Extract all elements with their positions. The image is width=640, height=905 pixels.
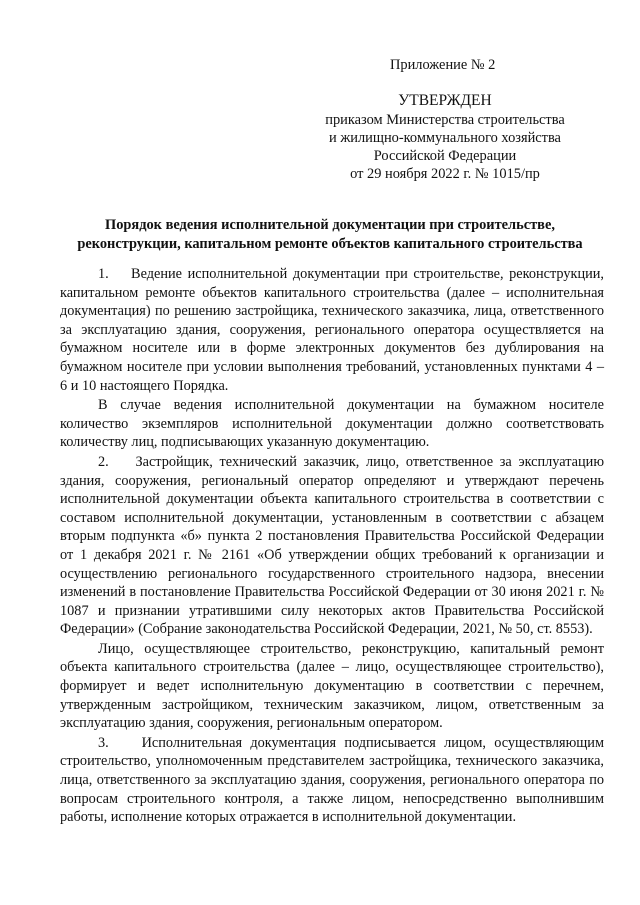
paragraph-3: 3. Исполнительная документация подписывается лицом, осуществляющим строительство, уполномоченным представителем застройщика, технического заказчика, лица, ответственного за эксплуатацию здания, сооружения, регионального оператора по вопросам строительного контроля, а также лицом, непосредственно выполнившим работы, исполнение которых отражается в исполнительной документации. [60, 734, 604, 826]
paragraph-2: 2. Застройщик, технический заказчик, лицо, ответственное за эксплуатацию здания, сооружения, региональный оператор определяют и утверждают перечень исполнительной документации объекта капитального строительства в соответствии с составом исполнительной документации, установленным в соответствии с абзацем вторым подпункта «б» пункта 2 постановления Правительства Российской Федерации от 1 декабря 2021 г. № 2161 «Об утверждении общих требований к организации и осуществлению регионального государственного строительного надзора, внесении изменений в постановление Правительства Российской Федерации от 30 июня 2021 г. № 1087 и признании утратившими силу некоторых актов Правительства Российской Федерации» (Собрание законодательства Российской Федерации, 2021, № 50, ст. 8553). [60, 453, 604, 638]
paragraph-1: 1. Ведение исполнительной документации при строительстве, реконструкции, капитальном ремонте объектов капитального строительства (далее – исполнительная документация) по решению застройщика, технического заказчика, лица, ответственного за эксплуатацию здания, сооружения, регионального оператора осуществляется на бумажном носителе или в форме электронных документов без дублирования на бумажном носителе при условии выполнения требований, установленных пунктами 4 – 6 и 10 настоящего Порядка. [60, 266, 604, 394]
title-line: реконструкции, капитальном ремонте объектов капитального строительства [77, 236, 583, 252]
paragraph-2-note: Лицо, осуществляющее строительство, реконструкцию, капитальный ремонт объекта капитального строительства (далее – лицо, осуществляющее строительство), формирует и ведет исполнительную документацию в соответствии с перечнем, утвержденным застройщиком, техническим заказчиком, лицом, ответственным за эксплуатацию здания, сооружения, региональным оператором. [60, 640, 604, 732]
document-title [60, 216, 600, 254]
approved-heading: УТВЕРЖДЕН [398, 92, 492, 109]
approval-block [300, 56, 590, 183]
title-line: Порядок ведения исполнительной документации при строительстве, [105, 217, 555, 233]
order-date-number: от 29 ноября 2022 г. № 1015/пр [350, 166, 540, 182]
order-line: приказом Министерства строительства [325, 112, 565, 128]
order-line: Российской Федерации [373, 148, 517, 164]
appendix-label: Приложение № 2 [390, 57, 496, 73]
document-body [60, 265, 604, 827]
order-line: и жилищно-коммунального хозяйства [329, 130, 561, 146]
paragraph-1-note: В случае ведения исполнительной документации на бумажном носителе количество экземпляров исполнительной документации должно соответствовать количеству лиц, подписывающих указанную документацию. [60, 397, 604, 451]
